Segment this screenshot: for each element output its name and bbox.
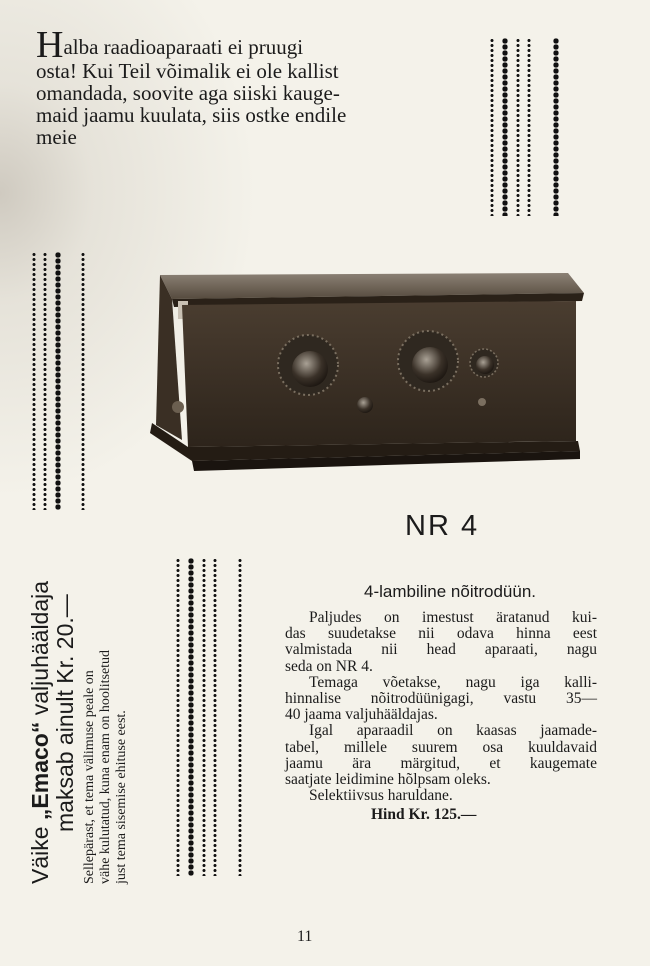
side-text-line: just tema sisemise ehituse eest. (114, 710, 129, 884)
radio-receiver-image (148, 265, 588, 480)
description-line: hinnalise nõitrodüünigagi, vastu 35— (285, 690, 597, 708)
description-line: Selektiivsus haruldane. (309, 787, 453, 805)
intro-line: osta! Kui Teil võimalik ei ole kallist (36, 59, 339, 83)
description-line: tabel, millele suurem osa kuuldavaid (285, 738, 597, 756)
description-line: seda on NR 4. (285, 657, 373, 675)
description-line: valmistada nii head aparaati, nagu (285, 641, 597, 659)
product-subtitle: 4-lambiline nõitrodüün. (364, 582, 536, 601)
product-heading: NR 4 (405, 510, 480, 542)
drop-initial: H (36, 24, 64, 66)
product-description (285, 582, 597, 824)
description-line: saatjate leidimine hõlpsam oleks. (285, 771, 491, 789)
side-price: maksab ainult Kr. 20.— (52, 594, 78, 832)
page-number: 11 (297, 928, 313, 945)
description-line: Igal aparaadil on kaasas jaamade- (309, 722, 597, 740)
dot-ornament-bottom (176, 558, 242, 876)
dot-ornament-left (32, 252, 85, 510)
product-price: Hind Kr. 125.— (371, 806, 477, 824)
side-headline: Väike „Emaco“ valjuhääldaja (27, 580, 53, 884)
intro-line: omandada, soovite aga siiski kauge- (36, 81, 340, 105)
description-line: jaamu ära märgitud, et kaugemate (285, 754, 597, 772)
side-text-line: Sellepärast, et tema välimuse peale on (82, 670, 97, 884)
side-text-line: vähe kulutatud, kuna enam on hoolitsetud (98, 649, 113, 884)
intro-line: alba raadioaparaati ei pruugi (63, 35, 304, 59)
intro-line: maid jaamu kuulata, siis ostke endile (36, 103, 347, 127)
dot-ornament-top (490, 38, 560, 216)
side-advertisement (28, 554, 130, 884)
brand-name: „Emaco“ (27, 721, 53, 821)
description-line: Temaga võetakse, nagu iga kalli- (309, 673, 597, 691)
description-line: das suudetakse nii odava hinna eest (285, 625, 597, 643)
description-line: 40 jaama valjuhääldajas. (285, 706, 438, 724)
description-line: Paljudes on imestust äratanud kui- (309, 609, 597, 626)
intro-paragraph (36, 24, 391, 149)
intro-line: meie (36, 125, 77, 149)
